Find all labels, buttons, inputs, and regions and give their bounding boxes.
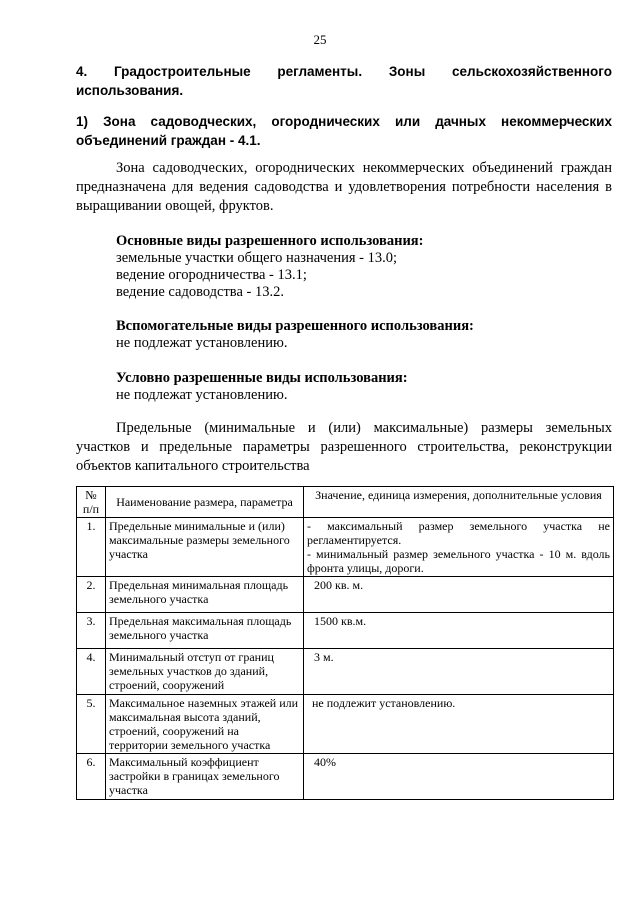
main-uses-item: ведение садоводства - 13.2. xyxy=(116,284,284,300)
row-name: Максимальный коэффициент застройки в границах земельного участка xyxy=(106,754,304,800)
row-num: 4. xyxy=(77,649,106,695)
table-row xyxy=(77,518,614,577)
conditional-uses-block xyxy=(116,370,606,404)
header-value: Значение, единица измерения, дополнительные условия xyxy=(304,487,614,518)
row-name: Максимальное наземных этажей или максимальная высота зданий, строений, сооружений на территории земельного участка xyxy=(106,695,304,754)
parameters-table xyxy=(76,486,614,800)
row-value: 40% xyxy=(304,754,614,800)
row-name: Предельные минимальные и (или) максимальные размеры земельного участка xyxy=(106,518,304,577)
conditional-uses-title: Условно разрешенные виды использования: xyxy=(116,370,408,386)
row-value: 3 м. xyxy=(304,649,614,695)
row-num: 6. xyxy=(77,754,106,800)
row-value xyxy=(304,518,614,577)
table-row xyxy=(77,577,614,613)
row-value-line: - максимальный размер земельного участка не регламентируется. xyxy=(307,519,610,547)
zone-heading: 1) Зона садоводческих, огороднических или дачных некоммерческих объединений граждан - 4.1. xyxy=(76,114,612,148)
table-row xyxy=(77,695,614,754)
row-name: Предельная минимальная площадь земельного участка xyxy=(106,577,304,613)
main-uses-item: земельные участки общего назначения - 13.0; xyxy=(116,250,397,266)
main-uses-item: ведение огородничества - 13.1; xyxy=(116,267,307,283)
row-name: Предельная максимальная площадь земельного участка xyxy=(106,613,304,649)
row-name: Минимальный отступ от границ земельных участков до зданий, строений, сооружений xyxy=(106,649,304,695)
page-number: 25 xyxy=(313,32,327,47)
table-row xyxy=(77,649,614,695)
row-value: не подлежит установлению. xyxy=(304,695,614,754)
table-row xyxy=(77,754,614,800)
row-num: 2. xyxy=(77,577,106,613)
auxiliary-uses-title: Вспомогательные виды разрешенного использования: xyxy=(116,318,474,334)
header-num: № п/п xyxy=(77,487,106,518)
limits-paragraph-text: Предельные (минимальные и (или) максимальные) размеры земельных участков и предельные параметры разрешенного строительства, реконструкции объектов капитального строительства xyxy=(76,420,612,474)
row-value: 200 кв. м. xyxy=(304,577,614,613)
intro-paragraph xyxy=(76,159,612,216)
row-value: 1500 кв.м. xyxy=(304,613,614,649)
auxiliary-uses-block xyxy=(116,318,606,352)
section-heading: 4. Градостроительные регламенты. Зоны сельскохозяйственного использования. xyxy=(76,64,612,98)
row-num: 1. xyxy=(77,518,106,577)
limits-paragraph xyxy=(76,419,612,476)
row-num: 3. xyxy=(77,613,106,649)
table-row xyxy=(77,613,614,649)
auxiliary-uses-text: не подлежат установлению. xyxy=(116,335,288,351)
conditional-uses-text: не подлежат установлению. xyxy=(116,387,288,403)
row-num: 5. xyxy=(77,695,106,754)
header-name: Наименование размера, параметра xyxy=(106,487,304,518)
main-uses-title: Основные виды разрешенного использования: xyxy=(116,233,424,249)
intro-paragraph-text: Зона садоводческих, огороднических некоммерческих объединений граждан предназначена для ведения садоводства и удовлетворения потребности населения в выращивании овощей, фруктов. xyxy=(76,160,612,214)
main-uses-block xyxy=(116,233,606,301)
row-value-line: - минимальный размер земельного участка - 10 м. вдоль фронта улицы, дороги. xyxy=(307,547,610,575)
table-header-row xyxy=(77,487,614,518)
